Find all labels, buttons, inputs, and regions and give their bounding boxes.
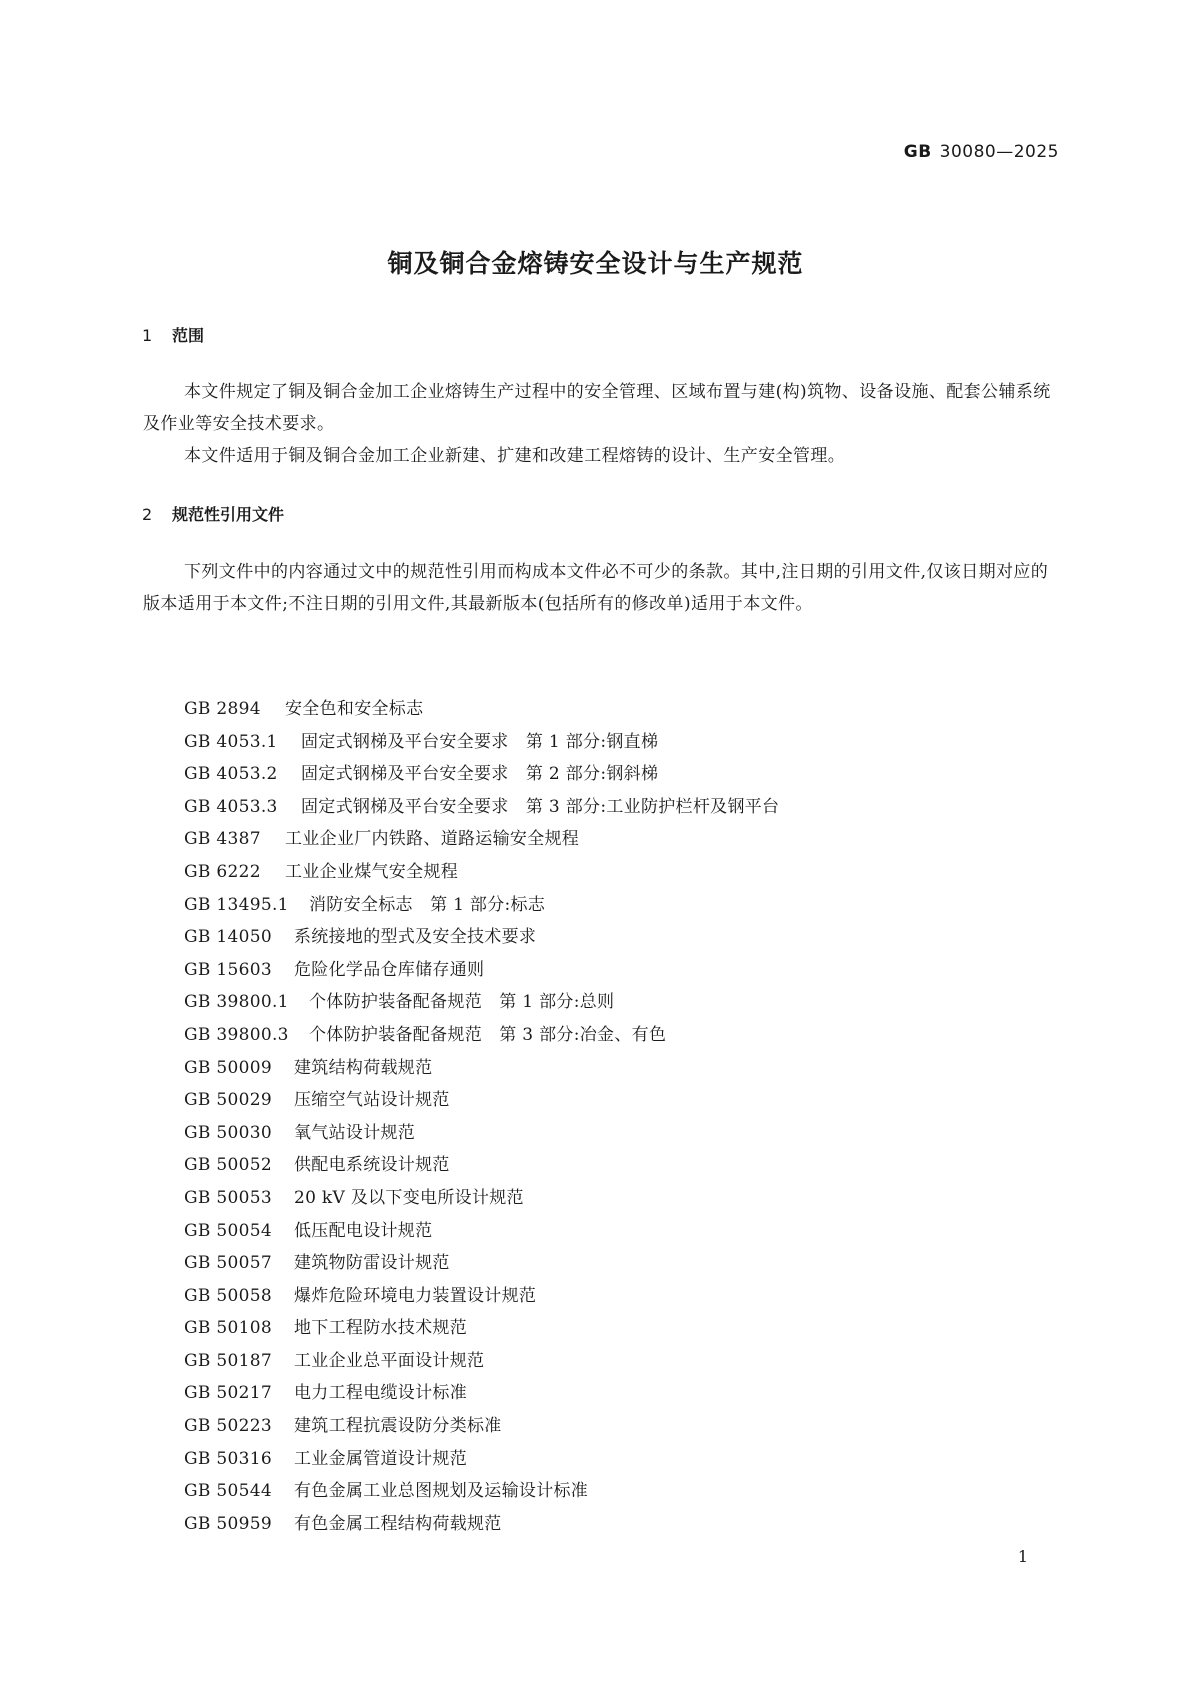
reference-title: 爆炸危险环境电力装置设计规范 [294,1285,537,1306]
reference-code: GB 50316 [184,1448,272,1469]
reference-item [184,1084,779,1117]
reference-item [184,693,779,726]
reference-code: GB 50223 [184,1416,272,1437]
reference-title: 危险化学品仓库储存通则 [294,959,485,980]
reference-code: GB 50029 [184,1090,272,1111]
reference-item [184,1149,779,1182]
reference-code: GB 50187 [184,1350,272,1371]
reference-item [184,889,779,922]
reference-title: 建筑物防雷设计规范 [294,1253,450,1274]
reference-item [184,856,779,889]
standard-prefix: GB [903,142,932,162]
section-title: 范围 [172,326,205,345]
reference-code: GB 50058 [184,1285,272,1306]
reference-title: 地下工程防水技术规范 [294,1318,467,1339]
reference-item [184,1345,779,1378]
reference-item [184,758,779,791]
reference-item [184,921,779,954]
section-number: 1 [142,326,153,345]
reference-item [184,1215,779,1248]
reference-code: GB 13495.1 [184,894,289,915]
reference-title: 固定式钢梯及平台安全要求 第 3 部分:工业防护栏杆及钢平台 [301,796,780,817]
reference-item [184,823,779,856]
scope-paragraph-2: 本文件适用于铜及铜合金加工企业新建、扩建和改建工程熔铸的设计、生产安全管理。 [184,446,846,466]
reference-item [184,954,779,987]
reference-title: 个体防护装备配备规范 第 1 部分:总则 [309,992,615,1013]
reference-title: 工业企业总平面设计规范 [294,1350,485,1371]
section-heading-normative-references [142,502,284,525]
reference-code: GB 2894 [184,699,261,719]
standard-code: 30080—2025 [939,142,1059,162]
reference-title: 低压配电设计规范 [294,1220,433,1241]
reference-title: 工业金属管道设计规范 [294,1448,467,1469]
reference-title: 工业企业煤气安全规程 [285,861,458,882]
reference-item [184,1508,779,1541]
reference-code: GB 39800.3 [184,1024,289,1045]
reference-title: 氧气站设计规范 [294,1122,416,1143]
reference-title: 压缩空气站设计规范 [294,1090,450,1111]
reference-title: 20 kV 及以下变电所设计规范 [294,1187,524,1208]
reference-item [184,1052,779,1085]
reference-code: GB 50057 [184,1253,272,1274]
reference-code: GB 6222 [184,861,261,882]
reference-item [184,1182,779,1215]
reference-title: 建筑结构荷载规范 [294,1057,433,1078]
page-number: 1 [1017,1547,1028,1566]
reference-title: 电力工程电缆设计标准 [294,1383,467,1404]
reference-item [184,986,779,1019]
reference-code: GB 4053.1 [184,731,278,752]
reference-item [184,726,779,759]
reference-code: GB 4387 [184,829,261,850]
reference-title: 工业企业厂内铁路、道路运输安全规程 [285,829,580,850]
references-intro: 下列文件中的内容通过文中的规范性引用而构成本文件必不可少的条款。其中,注日期的引用文件,仅该日期对应的版本适用于本文件;不注日期的引用文件,其最新版本(包括所有的修改单)适用于本文件。 [143,562,1049,614]
section-title: 规范性引用文件 [172,505,285,524]
reference-title: 固定式钢梯及平台安全要求 第 2 部分:钢斜梯 [301,764,659,785]
reference-item [184,1019,779,1052]
reference-code: GB 50009 [184,1057,272,1078]
section-number: 2 [142,505,153,524]
document-title: 铜及铜合金熔铸安全设计与生产规范 [387,249,804,278]
reference-code: GB 50959 [184,1513,272,1534]
scope-paragraph-1: 本文件规定了铜及铜合金加工企业熔铸生产过程中的安全管理、区域布置与建(构)筑物、设备设施、配套公辅系统及作业等安全技术要求。 [143,382,1051,434]
reference-item [184,1377,779,1410]
reference-item [184,1247,779,1280]
reference-item [184,1117,779,1150]
reference-code: GB 50544 [184,1481,272,1502]
reference-code: GB 15603 [184,959,272,980]
reference-code: GB 50053 [184,1187,272,1208]
reference-item [184,791,779,824]
reference-title: 固定式钢梯及平台安全要求 第 1 部分:钢直梯 [301,731,659,752]
reference-code: GB 50052 [184,1155,272,1176]
reference-code: GB 50217 [184,1383,272,1404]
reference-code: GB 50108 [184,1318,272,1339]
reference-code: GB 50054 [184,1220,272,1241]
reference-code: GB 50030 [184,1122,272,1143]
reference-item [184,1312,779,1345]
reference-title: 有色金属工业总图规划及运输设计标准 [294,1481,589,1502]
reference-item [184,1475,779,1508]
reference-item [184,1280,779,1313]
reference-list [184,693,779,1540]
reference-item [184,1410,779,1443]
reference-code: GB 14050 [184,927,272,948]
reference-title: 有色金属工程结构荷载规范 [294,1513,502,1534]
reference-title: 消防安全标志 第 1 部分:标志 [309,894,546,915]
reference-title: 系统接地的型式及安全技术要求 [294,927,537,948]
standard-number [904,142,1059,162]
section-heading-scope [142,323,204,346]
reference-code: GB 4053.3 [184,796,278,817]
reference-code: GB 4053.2 [184,764,278,785]
reference-title: 安全色和安全标志 [285,699,424,719]
reference-title: 建筑工程抗震设防分类标准 [294,1416,502,1437]
reference-title: 个体防护装备配备规范 第 3 部分:冶金、有色 [309,1024,667,1045]
reference-item [184,1443,779,1476]
reference-title: 供配电系统设计规范 [294,1155,450,1176]
reference-code: GB 39800.1 [184,992,289,1013]
